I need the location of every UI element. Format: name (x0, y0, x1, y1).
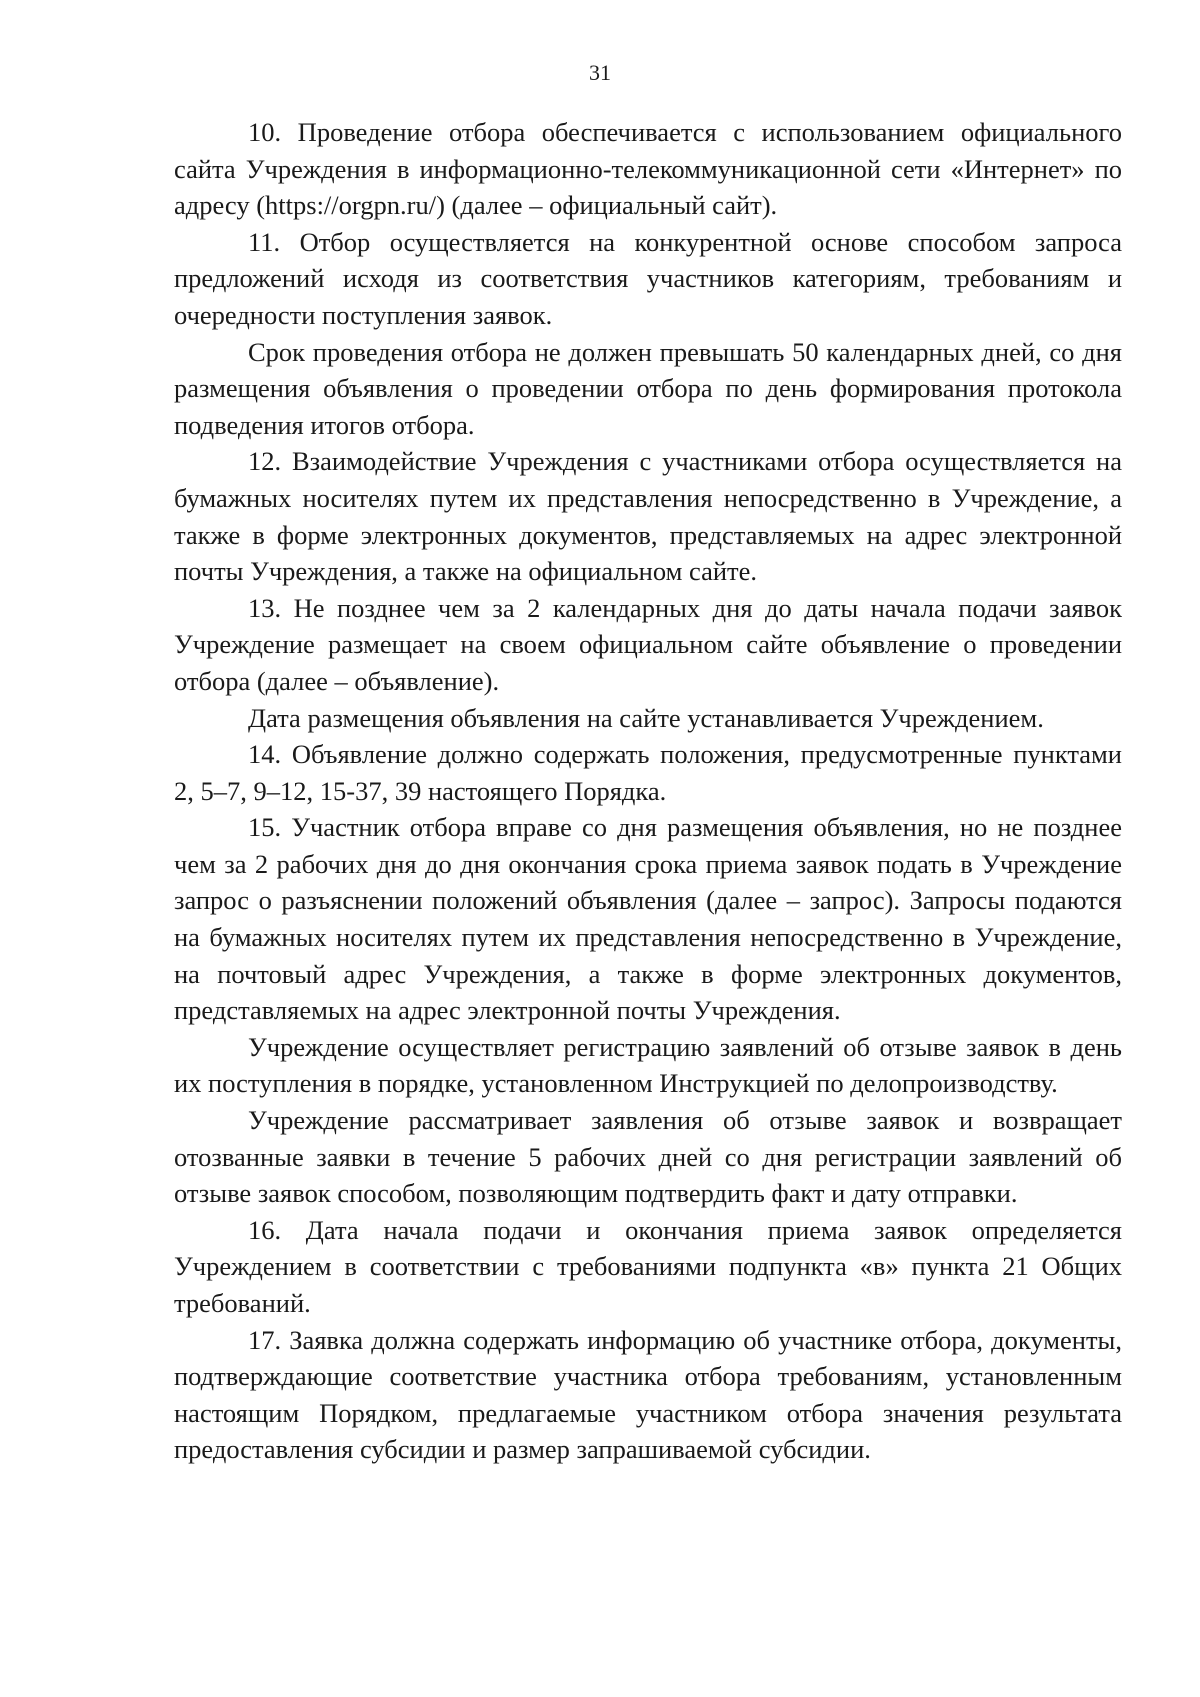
paragraph-11-term: Срок проведения отбора не должен превышать 50 календарных дней, со дня размещения объявления о проведении отбора по день формирования протокола подведения итогов отбора. (174, 336, 1122, 440)
paragraph-12: 12. Взаимодействие Учреждения с участниками отбора осуществляется на бумажных носителях путем их представления непосредственно в Учреждение, а также в форме электронных документов, представляемых на адрес электронной почты Учреждения, а также на официальном сайте. (174, 446, 1122, 587)
paragraph-15-review: Учреждение рассматривает заявления об отзыве заявок и возвращает отозванные заявки в течение 5 рабочих дней со дня регистрации заявлений об отзыве заявок способом, позволяющим подтвердить факт и дату отправки. (174, 1105, 1122, 1209)
paragraph-11: 11. Отбор осуществляется на конкурентной основе способом запроса предложений исходя из соответствия участников категориям, требованиям и очередности поступления заявок. (174, 226, 1122, 330)
page-number: 31 (589, 60, 611, 85)
paragraph-16: 16. Дата начала подачи и окончания приема заявок определяется Учреждением в соответствии с требованиями подпункта «в» пункта 21 Общих требований. (174, 1214, 1122, 1318)
paragraph-15-registration: Учреждение осуществляет регистрацию заявлений об отзыве заявок в день их поступления в порядке, установленном Инструкцией по делопроизводству. (174, 1031, 1122, 1099)
paragraph-17: 17. Заявка должна содержать информацию об участнике отбора, документы, подтверждающие соответствие участника отбора требованиям, установленным настоящим Порядком, предлагаемые участником отбора значения результата предоставления субсидии и размер запрашиваемой субсидии. (174, 1324, 1122, 1465)
document-body (174, 114, 1122, 1468)
paragraph-14: 14. Объявление должно содержать положения, предусмотренные пунктами 2, 5–7, 9–12, 15-37, 39 настоящего Порядка. (174, 739, 1122, 806)
paragraph-13-date: Дата размещения объявления на сайте устанавливается Учреждением. (248, 702, 1044, 733)
paragraph-10: 10. Проведение отбора обеспечивается с использованием официального сайта Учреждения в информационно-телекоммуникационной сети «Интернет» по адресу (https://orgpn.ru/) (далее – официальный сайт). (174, 117, 1122, 221)
paragraph-13: 13. Не позднее чем за 2 календарных дня до даты начала подачи заявок Учреждение размещает на своем официальном сайте объявление о проведении отбора (далее – объявление). (174, 592, 1122, 696)
paragraph-15: 15. Участник отбора вправе со дня размещения объявления, но не позднее чем за 2 рабочих дня до дня окончания срока приема заявок подать в Учреждение запрос о разъяснении положений объявления (далее – запрос). Запросы подаются на бумажных носителях путем их представления непосредственно в Учреждение, на почтовый адрес Учреждения, а также в форме электронных документов, представляемых на адрес электронной почты Учреждения. (174, 812, 1122, 1026)
